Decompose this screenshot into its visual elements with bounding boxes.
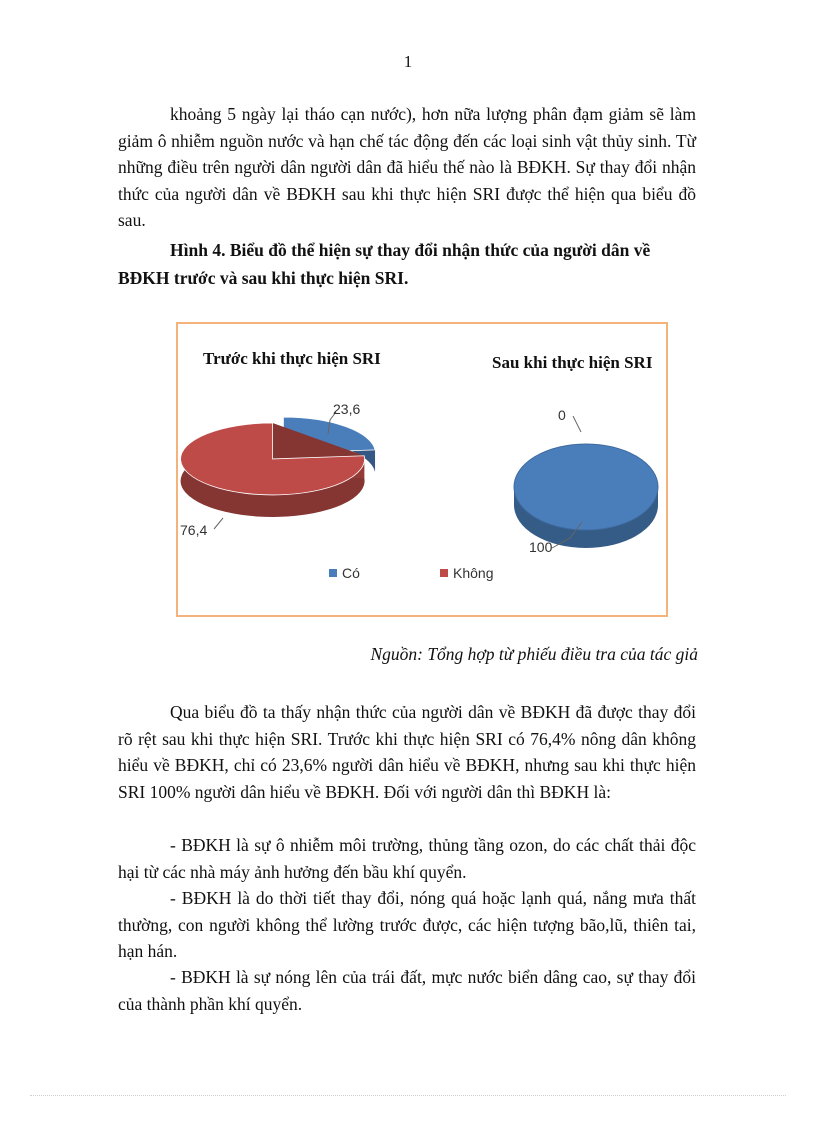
leader-line-1 (573, 416, 581, 432)
bullet-1: - BĐKH là sự ô nhiễm môi trường, thủng tầng ozon, do các chất thải độc hại từ các nhà máy ảnh hưởng đến bầu khí quyển. (118, 835, 696, 882)
figure-source: Nguồn: Tổng hợp từ phiếu điều tra của tác giả (370, 644, 698, 664)
data-label-0: 23,6 (333, 401, 361, 417)
data-label-1: 76,4 (180, 522, 208, 538)
leader-line-1 (214, 518, 223, 529)
legend-swatch-khong (440, 569, 448, 577)
legend-label-co: Có (342, 565, 360, 581)
pie-after (514, 407, 658, 555)
page-footer-divider (30, 1095, 786, 1096)
slice-co (514, 444, 658, 530)
page-number: 1 (403, 52, 413, 71)
figure-title: Hình 4. Biểu đồ thể hiện sự thay đổi nhận thức của người dân về BĐKH trước và sau khi thực hiện SRI. (118, 240, 651, 288)
bullet-2: - BĐKH là do thời tiết thay đổi, nóng quá hoặc lạnh quá, nắng mưa thất thường, con người không thể lường trước được, các hiện tượng bão,lũ, thiên tai, hạn hán. (118, 888, 696, 961)
legend-swatch-co (329, 569, 337, 577)
data-label-0: 100 (529, 539, 553, 555)
legend-label-khong: Không (453, 565, 494, 581)
pie-before (180, 401, 375, 538)
analysis-paragraph: Qua biểu đồ ta thấy nhận thức của người dân về BĐKH đã được thay đổi rõ rệt sau khi thực hiện SRI. Trước khi thực hiện SRI có 76,4% nông dân không hiểu về BĐKH, chỉ có 23,6% người dân hiểu về BĐKH, nhưng sau khi thực hiện SRI 100% người dân hiểu về BĐKH. Đối với người dân thì BĐKH là: (118, 702, 696, 802)
chart-title-after: Sau khi thực hiện SRI (492, 353, 653, 372)
bullet-3: - BĐKH là sự nóng lên của trái đất, mực nước biển dâng cao, sự thay đổi của thành phần khí quyển. (118, 967, 696, 1014)
data-label-1: 0 (558, 407, 566, 423)
chart-title-before: Trước khi thực hiện SRI (203, 349, 381, 368)
intro-paragraph: khoảng 5 ngày lại tháo cạn nước), hơn nữa lượng phân đạm giảm sẽ làm giảm ô nhiễm nguồn nước và hạn chế tác động đến các loại sinh vật thủy sinh. Từ những điều trên người dân người dân đã hiểu thế nào là BĐKH. Sự thay đổi nhận thức của người dân về BĐKH sau khi thực hiện SRI được thể hiện qua biểu đồ sau. (118, 104, 696, 230)
pie-charts-svg (178, 324, 666, 615)
pie-chart-figure (176, 322, 668, 617)
legend (329, 565, 493, 581)
